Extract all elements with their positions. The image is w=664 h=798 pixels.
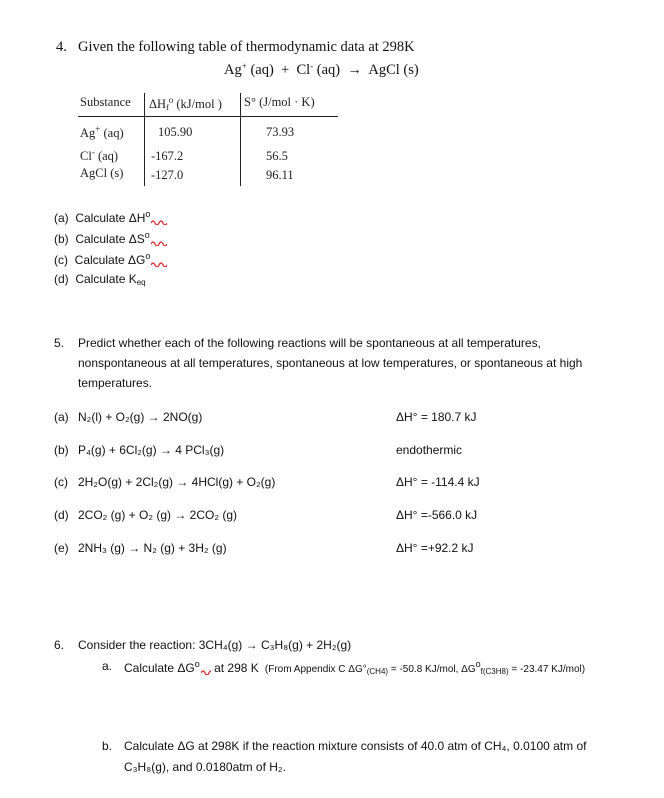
q4-part-d: (d) Calculate $K_{eq}$	[54, 272, 146, 287]
table-row-dhf: -167.2	[151, 149, 184, 163]
q6-part-b-line2: C₃H₈(g), and 0.0180atm of H₂.	[124, 760, 286, 774]
q6-part-a-label: a.	[102, 659, 113, 673]
q4-prompt: Given the following table of thermodynamic data at 298K	[78, 39, 415, 55]
q5-item-data: ΔH° =-566.0 kJ	[396, 508, 478, 522]
q5-item-equation: N₂(l) + O₂(g) → 2NO(g)	[78, 410, 203, 424]
q5-item-label: (e)	[54, 541, 69, 555]
q5-prompt-line2: nonspontaneous at all temperatures, spontaneous at low temperatures, or spontaneous at high	[78, 356, 583, 370]
q5-prompt-line3: temperatures.	[78, 376, 153, 390]
q6-part-b-line1: Calculate ΔG at 298K if the reaction mixture consists of 40.0 atm of CH₄, 0.0100 atm of	[124, 739, 587, 753]
q5-item-label: (c)	[54, 475, 68, 489]
table-divider-1	[144, 93, 145, 186]
q5-item-label: (d)	[54, 508, 69, 522]
q5-item-equation: P₄(g) + 6Cl₂(g) → 4 PCl₃(g)	[78, 443, 225, 457]
q4-number: 4.	[56, 39, 67, 55]
table-row-dhf: -127.0	[151, 168, 184, 182]
q4-reaction: Ag+ (aq) + Cl- (aq) → AgCl (s)	[224, 61, 419, 78]
q4-part-a: (a) Calculate $\Delta H^o$	[54, 209, 167, 225]
table-divider-2	[240, 93, 241, 186]
table-row-dhf: 105.90	[158, 125, 193, 139]
q4-part-c: (c) Calculate $\Delta G^o$	[54, 251, 167, 267]
q6-part-b-label: b.	[102, 739, 113, 753]
q5-item-data: ΔH° =+92.2 kJ	[396, 541, 474, 555]
table-row-entropy: 73.93	[266, 125, 295, 139]
table-row-substance: Cl- (aq)	[80, 147, 119, 163]
q5-item-label: (a)	[54, 410, 69, 424]
header-dhf: $\Delta H_f^o$ (kJ/mol )	[149, 95, 222, 112]
q5-item-equation: 2H₂O(g) + 2Cl₂(g) → 4HCl(g) + O₂(g)	[78, 475, 276, 489]
table-row-substance: AgCl (s)	[80, 166, 124, 180]
q6-part-a: Calculate $\Delta G^o$ at 298 K (From Appendix C $\Delta G^\circ_{(CH4)} = -50.8$ KJ/mol, $\Delta G^o_{f(C3H8)} = -23.47$ KJ/mol)	[124, 659, 586, 676]
spellcheck-squiggle-icon	[151, 219, 167, 225]
q4-part-b: (b) Calculate $\Delta S^o$	[54, 230, 167, 246]
header-entropy: S° (J/mol · K)	[244, 95, 315, 109]
reaction-arrow: →	[347, 62, 362, 78]
q5-item-label: (b)	[54, 443, 69, 457]
q6-number: 6.	[54, 638, 65, 652]
q5-item-data: ΔH° = -114.4 kJ	[396, 475, 480, 489]
table-row-entropy: 96.11	[266, 168, 294, 182]
q5-number: 5.	[54, 336, 65, 350]
q5-item-data: ΔH° = 180.7 kJ	[396, 410, 477, 424]
table-row-entropy: 56.5	[266, 149, 288, 163]
table-header-rule	[78, 116, 338, 117]
spellcheck-squiggle-icon	[151, 261, 167, 267]
table-row-substance: Ag+ (aq)	[80, 124, 124, 140]
q5-item-data: endothermic	[396, 443, 463, 457]
spellcheck-squiggle-icon	[201, 669, 211, 675]
header-substance: Substance	[80, 95, 131, 109]
q5-prompt-line1: Predict whether each of the following reactions will be spontaneous at all temperatures,	[78, 336, 541, 350]
spellcheck-squiggle-icon	[151, 240, 167, 246]
q5-item-equation: 2NH₃ (g) → N₂ (g) + 3H₂ (g)	[78, 541, 227, 555]
q6-prompt: Consider the reaction: 3CH₄(g) → C₃H₈(g) + 2H₂(g)	[78, 638, 352, 652]
q5-item-equation: 2CO₂ (g) + O₂ (g) → 2CO₂ (g)	[78, 508, 237, 522]
